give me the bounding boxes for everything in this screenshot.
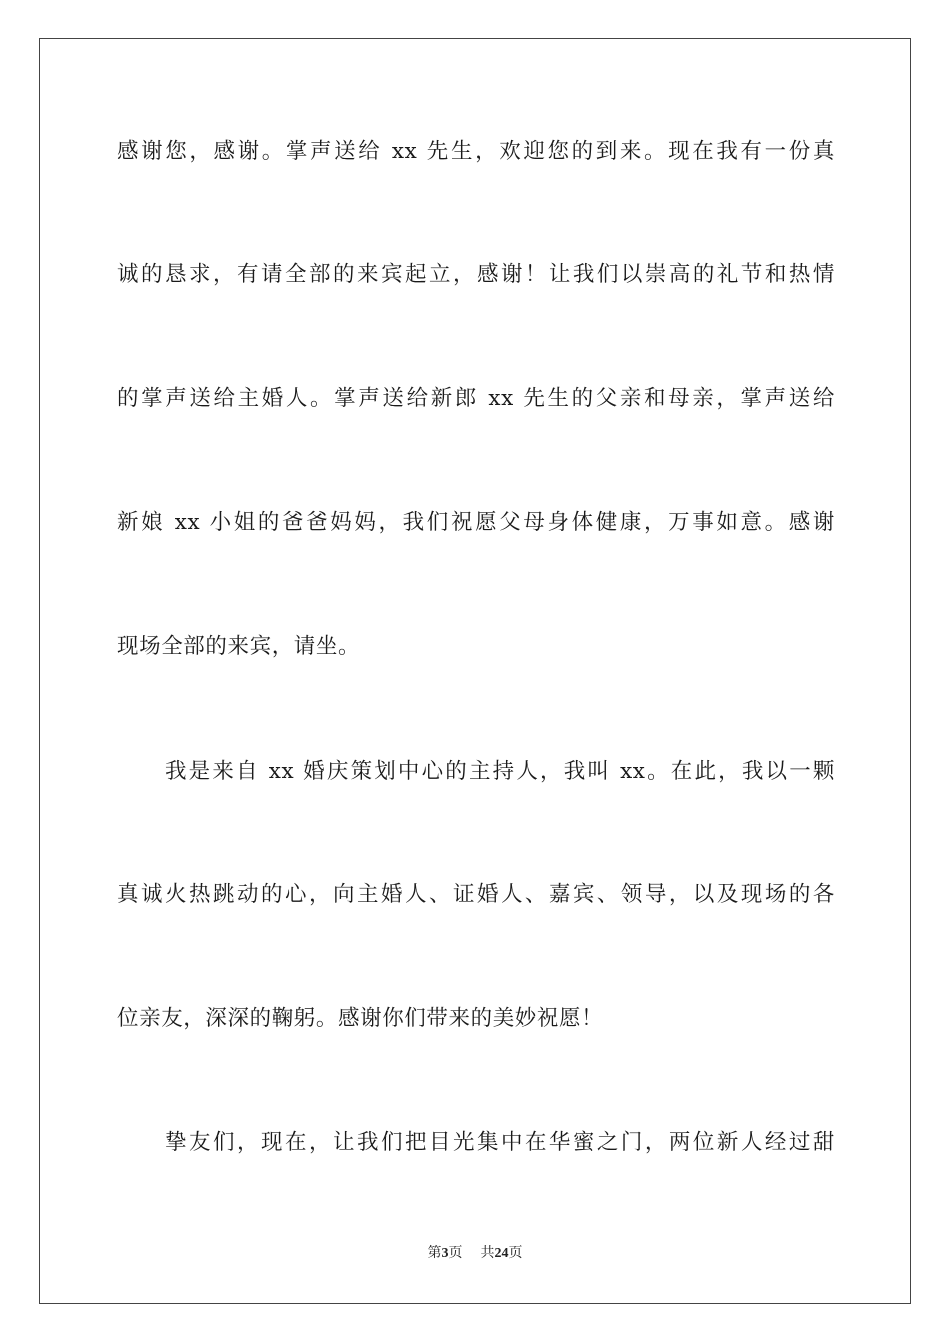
total-pages: 24 [494, 1246, 509, 1261]
page-suffix: 页 [448, 1245, 463, 1261]
text-line-6: 我是来自 xx 婚庆策划中心的主持人，我叫 xx。在此，我以一颗 [165, 759, 835, 784]
total-suffix: 页 [508, 1245, 523, 1261]
text-line-1: 感谢您，感谢。掌声送给 xx 先生，欢迎您的到来。现在我有一份真 [117, 139, 835, 164]
text-line-9: 挚友们，现在，让我们把目光集中在华蜜之门，两位新人经过甜 [165, 1130, 835, 1155]
page-prefix: 第 [427, 1245, 442, 1261]
text-line-7: 真诚火热跳动的心，向主婚人、证婚人、嘉宾、领导，以及现场的各 [117, 882, 835, 907]
text-line-4: 新娘 xx 小姐的爸爸妈妈，我们祝愿父母身体健康，万事如意。感谢 [117, 510, 835, 535]
page-border [39, 38, 911, 1304]
text-line-2: 诚的恳求，有请全部的来宾起立，感谢！让我们以崇高的礼节和热情 [117, 262, 835, 287]
text-line-5: 现场全部的来宾，请坐。 [117, 634, 361, 659]
total-prefix: 共 [480, 1245, 495, 1261]
text-line-8: 位亲友，深深的鞠躬。感谢你们带来的美妙祝愿！ [117, 1006, 604, 1031]
page-number: 3 [441, 1246, 449, 1261]
text-line-3: 的掌声送给主婚人。掌声送给新郎 xx 先生的父亲和母亲，掌声送给 [117, 386, 835, 411]
page-footer [0, 1243, 950, 1264]
